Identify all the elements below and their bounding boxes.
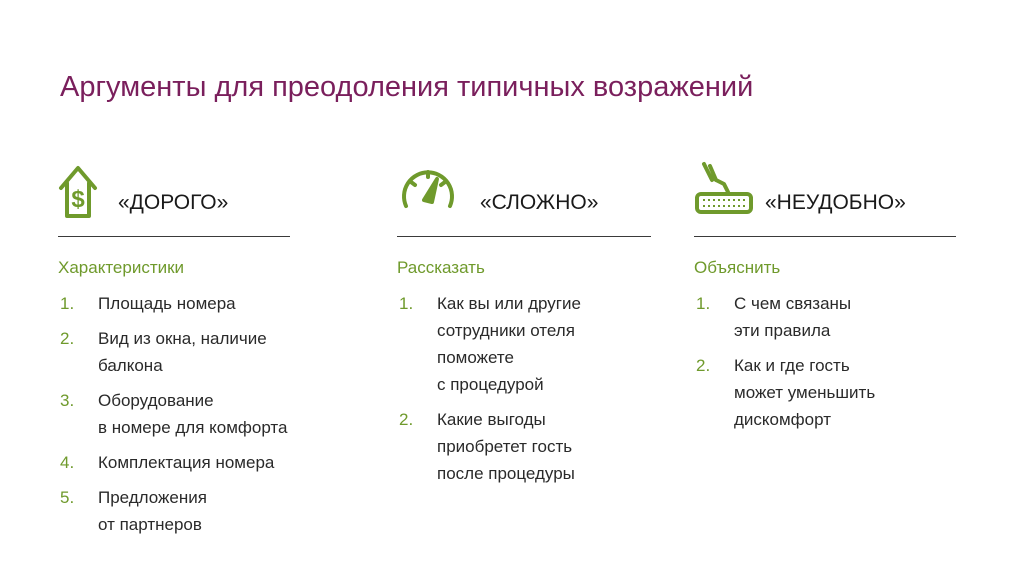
item-text: С чем связаны эти правила: [734, 294, 852, 340]
item-number: 2.: [60, 329, 75, 348]
list-item: [694, 290, 956, 344]
list-item: [58, 325, 290, 379]
divider: [58, 236, 290, 237]
column-heading: «ДОРОГО»: [118, 191, 229, 214]
column-heading: «СЛОЖНО»: [480, 191, 599, 214]
list-item: [397, 290, 651, 398]
page-title: Аргументы для преодоления типичных возражений: [60, 71, 754, 103]
item-text: Оборудование в номере для комфорта: [98, 391, 288, 437]
list-item: [694, 352, 956, 433]
item-text: Площадь номера: [98, 294, 236, 313]
item-list: [694, 290, 956, 433]
divider: [694, 236, 956, 237]
house-dollar-icon: [58, 158, 120, 220]
column-header: [694, 158, 956, 224]
column-inconvenient: [694, 158, 956, 441]
divider: [397, 236, 651, 237]
item-number: 5.: [60, 488, 75, 507]
item-number: 3.: [60, 391, 75, 410]
column-complicated: [397, 158, 651, 495]
svg-text:$: $: [71, 186, 85, 213]
list-item: [397, 406, 651, 487]
column-expensive: [58, 158, 290, 546]
item-text: Как и где гость может уменьшить дискомфорт: [734, 356, 876, 429]
item-number: 2.: [696, 356, 711, 375]
item-number: 4.: [60, 453, 75, 472]
list-item: [58, 484, 290, 538]
item-number: 2.: [399, 410, 414, 429]
column-header: [397, 158, 651, 224]
item-list: [58, 290, 290, 538]
item-number: 1.: [60, 294, 75, 313]
item-number: 1.: [696, 294, 711, 313]
hand-mattress-icon: [694, 158, 756, 220]
list-item: [58, 449, 290, 476]
item-text: Какие выгоды приобретет гость после процедуры: [437, 410, 575, 483]
column-subheading: Объяснить: [694, 258, 781, 277]
item-number: 1.: [399, 294, 414, 313]
item-text: Предложения от партнеров: [98, 488, 207, 534]
list-item: [58, 290, 290, 317]
column-heading: «НЕУДОБНО»: [765, 191, 906, 214]
column-subheading: Характеристики: [58, 258, 185, 277]
item-text: Вид из окна, наличие балкона: [98, 329, 267, 375]
item-text: Как вы или другие сотрудники отеля поможете с процедурой: [437, 294, 581, 394]
column-subheading: Рассказать: [397, 258, 485, 277]
gauge-icon: [397, 158, 459, 220]
item-text: Комплектация номера: [98, 453, 275, 472]
item-list: [397, 290, 651, 487]
column-header: [58, 158, 290, 224]
list-item: [58, 387, 290, 441]
